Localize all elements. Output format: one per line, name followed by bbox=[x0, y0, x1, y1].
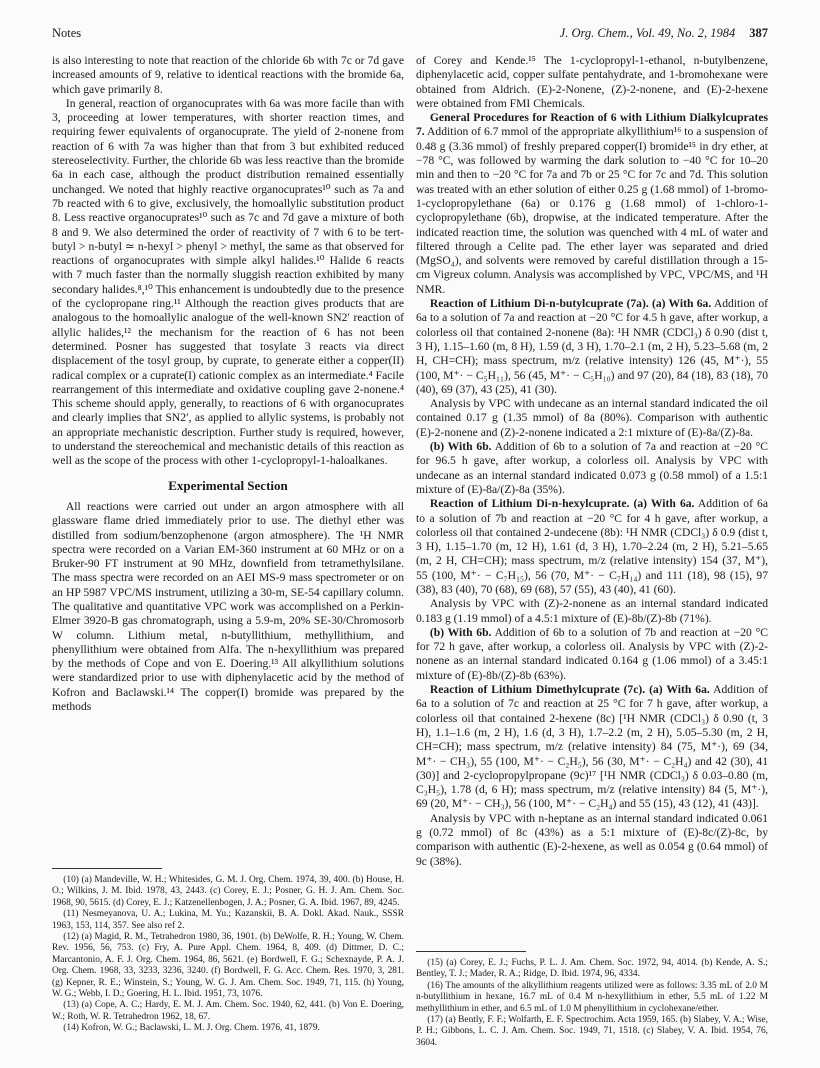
footnote: (13) (a) Cope, A. C.; Hardy, E. M. J. Am. Chem. Soc. 1940, 62, 441. (b) Von E. Doering, W.; Roth, W. R. Tetrahedron 1962, 18, 67. bbox=[52, 1000, 404, 1022]
paragraph: Reaction of Lithium Di-n-butylcuprate (7a). (a) With 6a. Addition of 6a to a solution of 7a and reaction at −20 °C for 4.5 h gave, after workup, a colorless oil that contained 2-nonene (8a): ¹H NMR (CDCl₃) δ 0.90 (dist t, 3 H), 1.15–1.60 (m, 8 H), 1.59 (d, 3 H), 1.70–2.1 (m, 2 H), 5.23–5.68 (m, 2 H, CH=CH); mass spectrum, m/z (relative intensity) 126 (45, M⁺·), 55 (100, M⁺· − C₅H₁₁), 56 (45, M⁺· − C₅H₁₀) and 97 (20), 84 (18), 83 (18), 70 (40), 69 (37), 43 (25), 41 (30). bbox=[416, 297, 768, 396]
footnotes-left bbox=[52, 868, 404, 1035]
paragraph: (b) With 6b. Addition of 6b to a solution of 7a and reaction at −20 °C for 96.5 h gave, after workup, a colorless oil. Analysis by VPC with undecane as an internal standard indicated 0.073 g (0.58 mmol) of a 1.5:1 mixture of (E)-8a/(Z)-8a (35%). bbox=[416, 440, 768, 496]
paragraph: In general, reaction of organocuprates with 6a was more facile than with 3, proceeding at lower temperatures, with shorter reaction times, and requiring fewer equivalents of organocuprate. The yield of 2-nonene from reaction of 6 with 7a was higher than that from 3 but exhibited reduced stereoselectivity. Further, the chloride 6b was less reactive than the bromide 6a in each case, although the product distribution remained essentially unchanged. We noted that highly reactive organocuprates¹⁰ such as 7a and 7b reacted with 6 to give, exclusively, the homoallylic substitution product 8. Less reactive organocuprates¹⁰ such as 7c and 7d gave a mixture of both 8 and 9. We also determined the order of reactivity of 7 with 6 to be tert-butyl > n-butyl ≃ n-hexyl > phenyl > methyl, the same as that observed for reactions of organocuprates with simple alkyl halides.¹⁰ Halide 6 reacts with 7 much faster than the normally sluggish reaction exhibited by many secondary halides.⁸,¹⁰ This enhancement is undoubtedly due to the presence of the cyclopropane ring.¹¹ Although the reaction gives products that are analogous to the homoallylic analogue of the well-known SN2′ reaction of allylic halides,¹² the mechanism for the reaction of 6 has not been determined. Posner has suggested that tosylate 3 reacts via direct displacement of the tosyl group, by cuprate, to generate either a copper(II) radical complex or a cuprate(I) cationic complex as an intermediate.⁴ Facile rearrangement of this intermediate and oxidative coupling gave 2-nonene.⁴ This scheme should apply, generally, to reactions of 6 with organocuprates and clearly implies that SN2′, as applied to allylic systems, is probably not an appropriate mechanistic description. Further study is required, however, to understand the stereochemical and mechanistic details of this reaction as well as the scope of the process with other 1-cyclopropyl-1-haloalkanes. bbox=[52, 96, 404, 468]
left-column bbox=[52, 54, 404, 714]
footnote: (17) (a) Bently, F. F.; Wolfarth, E. F. Spectrochim. Acta 1959, 165. (b) Slabey, V. A.; Wise, P. H.; Gibbons, L. C. J. Am. Chem. Soc. 1949, 71, 1518. (c) Slabey, V. A. Ibid. 1954, 76, 3604. bbox=[416, 1015, 768, 1048]
paragraph: Analysis by VPC with n-heptane as an internal standard indicated 0.061 g (0.72 mmol) of 8c (43%) as a 5:1 mixture of (E)-8c/(Z)-8c, by comparison with authentic (E)-2-hexene, as well as 0.054 g (0.64 mmol) of 9c (38%). bbox=[416, 811, 768, 868]
paragraph: (b) With 6b. Addition of 6b to a solution of 7b and reaction at −20 °C for 72 h gave, after workup, a colorless oil. Analysis by VPC with (Z)-2-nonene as an internal standard indicated 0.164 g (1.06 mmol) of a 3.45:1 mixture of (E)-8b/(Z)-8b (63%). bbox=[416, 625, 768, 682]
footnote: (11) Nesmeyanova, U. A.; Lukina, M. Yu.; Kazanskii, B. A. Dokl. Akad. Nauk., SSSR 1963, 153, 114, 357. See also ref 2. bbox=[52, 909, 404, 931]
right-column bbox=[416, 54, 768, 869]
run-in-heading: Reaction of Lithium Di-n-hexylcuprate. (a) With 6a. bbox=[429, 497, 695, 511]
footnote-rule bbox=[52, 868, 162, 869]
running-header bbox=[52, 26, 768, 41]
run-in-heading: General Procedures for Reaction of 6 with Lithium Dialkylcuprates 7. bbox=[416, 111, 768, 139]
footnote: (16) The amounts of the alkyllithium reagents utilized were as follows: 3.35 mL of 2.0 M n-butyllithium in hexane, 16.7 mL of 0.4 M n-hexyllithium in ether, 5.5 mL of 1.22 M methyllithium in ether, and 6.5 mL of 1.0 M phenyllithium in cyclohexane/ether. bbox=[416, 980, 768, 1014]
page-number: 387 bbox=[749, 26, 768, 40]
paragraph: Analysis by VPC with undecane as an internal standard indicated the oil contained 0.17 g (1.35 mmol) of 8a (80%). Comparison with authentic (E)-2-nonene and (Z)-2-nonene indicated a 2:1 mixture of (E)-8a/(Z)-8a. bbox=[416, 397, 768, 439]
paragraph: General Procedures for Reaction of 6 with Lithium Dialkylcuprates 7. Addition of 6.7 mmol of the appropriate alkyllithium¹⁶ to a suspension of 0.48 g (3.36 mmol) of freshly prepared copper(I) bromide¹⁵ in dry ether, at −78 °C, was followed by warming the dark solution to −40 °C for 10–20 min and then to −20 °C for 7a and 7b or 25 °C for 7c and 7d. This solution was treated with an ether solution of either 0.25 g (1.68 mmol) of 1-bromo-1-cyclopropylethane (6a) or 0.176 g (1.68 mmol) of 1-chloro-1-cyclopropylethane (6b), dropwise, at the indicated temperature. After the indicated reaction time, the solution was quenched with 4 mL of water and filtered through a Celite pad. The ether layer was separated and dried (MgSO₄), and solvents were removed by careful distillation through a 15-cm Vigreux column. Analysis was accomplished by VPC, VPC/MS, and ¹H NMR. bbox=[416, 111, 768, 296]
footnote: (15) (a) Corey, E. J.; Fuchs, P. L. J. Am. Chem. Soc. 1972, 94, 4014. (b) Kende, A. S.; Bentley, T. J.; Mader, R. A.; Ridge, D. Ibid. 1974, 96, 4334. bbox=[416, 958, 768, 980]
run-in-heading: (b) With 6b. bbox=[429, 440, 492, 454]
journal-name: J. Org. Chem., Vol. 49, No. 2, 1984 bbox=[559, 26, 736, 40]
footnote-rule bbox=[416, 951, 526, 952]
run-in-heading: Reaction of Lithium Dimethylcuprate (7c). (a) With 6a. bbox=[429, 683, 710, 697]
paragraph: Analysis by VPC with (Z)-2-nonene as an internal standard indicated 0.183 g (1.19 mmol) of a 4.5:1 mixture of (E)-8b/(Z)-8b (71%). bbox=[416, 597, 768, 625]
section-label: Notes bbox=[52, 26, 82, 40]
section-heading: Experimental Section bbox=[168, 477, 288, 493]
run-in-heading: Reaction of Lithium Di-n-butylcuprate (7a). (a) With 6a. bbox=[429, 297, 712, 311]
footnote: (14) Kofron, W. G.; Baclawski, L. M. J. Org. Chem. 1976, 41, 1879. bbox=[63, 1023, 320, 1034]
paragraph: All reactions were carried out under an argon atmosphere with all glassware flame dried immediately prior to use. The diethyl ether was distilled from sodium/benzophenone (argon atmosphere). The ¹H NMR spectra were recorded on a Varian EM-360 instrument at 60 MHz or on a Bruker-90 FT instrument at 90 MHz, downfield from tetramethylsilane. The mass spectra were recorded on an AEI MS-9 mass spectrometer or on an HP 5987 VPC/MS instrument, utilizing a 30-m, SE-54 capillary column. The qualitative and quantitative VPC work was accomplished on a Perkin-Elmer 3920-B gas chromatograph, using a 5.9-m, 20% SE-30/Chromosorb W column. Lithium metal, n-butyllithium, methyllithium, and phenyllithium were obtained from Alfa. The n-hexyllithium was prepared by the methods of Cope and von E. Doering.¹³ All alkyllithium solutions were standardized prior to use with diphenylacetic acid by the method of Kofron and Baclawski.¹⁴ The copper(I) bromide was prepared by the methods bbox=[52, 499, 404, 714]
paragraph: Reaction of Lithium Dimethylcuprate (7c). (a) With 6a. Addition of 6a to a solution of 7c and reaction at 25 °C for 7 h gave, after workup, a colorless oil that contained 2-hexene (8c) [¹H NMR (CDCl₃) δ 0.90 (t, 3 H), 1.1–1.6 (m, 2 H), 1.6 (d, 3 H), 1.7–2.2 (m, 2 H), 5.05–5.30 (m, 2 H, CH=CH); mass spectrum, m/z (relative intensity) 84 (75, M⁺·), 69 (34, M⁺· − CH₃), 55 (100, M⁺· − C₂H₅), 56 (30, M⁺· − C₂H₄) and 42 (30), 41 (30)] and 2-cyclopropylpropane (9c)¹⁷ [¹H NMR (CDCl₃) δ 0.03–0.80 (m, C₃H₅), 1.78 (d, 6 H); mass spectrum, m/z (relative intensity) 84 (5, M⁺·), 69 (20, M⁺· − CH₃), 56 (100, M⁺· − C₂H₄) and 55 (15), 43 (12), 41 (43)]. bbox=[416, 683, 768, 811]
journal-citation bbox=[560, 26, 768, 41]
run-in-heading: (b) With 6b. bbox=[429, 625, 492, 639]
footnote: (12) (a) Magid, R. M., Tetrahedron 1980, 36, 1901. (b) DeWolfe, R. H.; Young, W. Chem. Rev. 1956, 56, 753. (c) Fry, A. Pure Appl. Chem. 1964, 8, 409. (d) Dittmer, D. C.; Marcantonio, A. F. J. Org. Chem. 1964, 86, 5621. (e) Bordwell, F. G.; Schexnayde, P. A. J. Org. Chem. 1968, 33, 3233, 3236, 3240. (f) Bordwell, F. G. Acc. Chem. Res. 1970, 3, 281. (g) Kepner, R. E.; Winstein, S.; Young, W. G. J. Am. Chem. Soc. 1949, 71, 115. (h) Young, W. G.; Webb, I. D.; Goering, H. L. Ibid. 1951, 73, 1076. bbox=[52, 932, 404, 1000]
paragraph: of Corey and Kende.¹⁵ The 1-cyclopropyl-1-ethanol, n-butylbenzene, diphenylacetic acid, copper sulfate pentahydrate, and 1-bromohexane were obtained from Aldrich. (E)-2-Nonene, (Z)-2-nonene, and (E)-2-hexene were obtained from FMI Chemicals. bbox=[416, 54, 768, 110]
paragraph: Reaction of Lithium Di-n-hexylcuprate. (a) With 6a. Addition of 6a to a solution of 7b and reaction at −20 °C for 4 h gave, after workup, a colorless oil that contained 2-undecene (8b): ¹H NMR (CDCl₃) δ 0.9 (dist t, 3 H), 1.15–1.70 (m, 12 H), 1.61 (d, 3 H), 1.70–2.24 (m, 2 H), 5.21–5.65 (m, 2 H, CH=CH); mass spectrum, m/z (relative intensity) 154 (37, M⁺), 55 (100, M⁺· − C₇H₁₅), 56 (70, M⁺· − C₇H₁₄) and 111 (18), 98 (15), 97 (38), 83 (40), 70 (68), 69 (68), 57 (55), 43 (40), 41 (60). bbox=[416, 497, 768, 596]
paragraph: is also interesting to note that reaction of the chloride 6b with 7c or 7d gave increased amounts of 9, relative to identical reactions with the bromide 6a, which gave primarily 8. bbox=[52, 54, 404, 96]
footnote: (10) (a) Mandeville, W. H.; Whitesides, G. M. J. Org. Chem. 1974, 39, 400. (b) House, H. O.; Wilkins, J. M. Ibid. 1978, 43, 2443. (c) Corey, E. J.; Posner, G. H. J. Am. Chem. Soc. 1968, 90, 5615. (d) Corey, E. J.; Katzenellenbogen, J. A.; Posner, G. A. Ibid. 1967, 89, 4245. bbox=[52, 875, 404, 908]
footnotes-right bbox=[416, 951, 768, 1049]
